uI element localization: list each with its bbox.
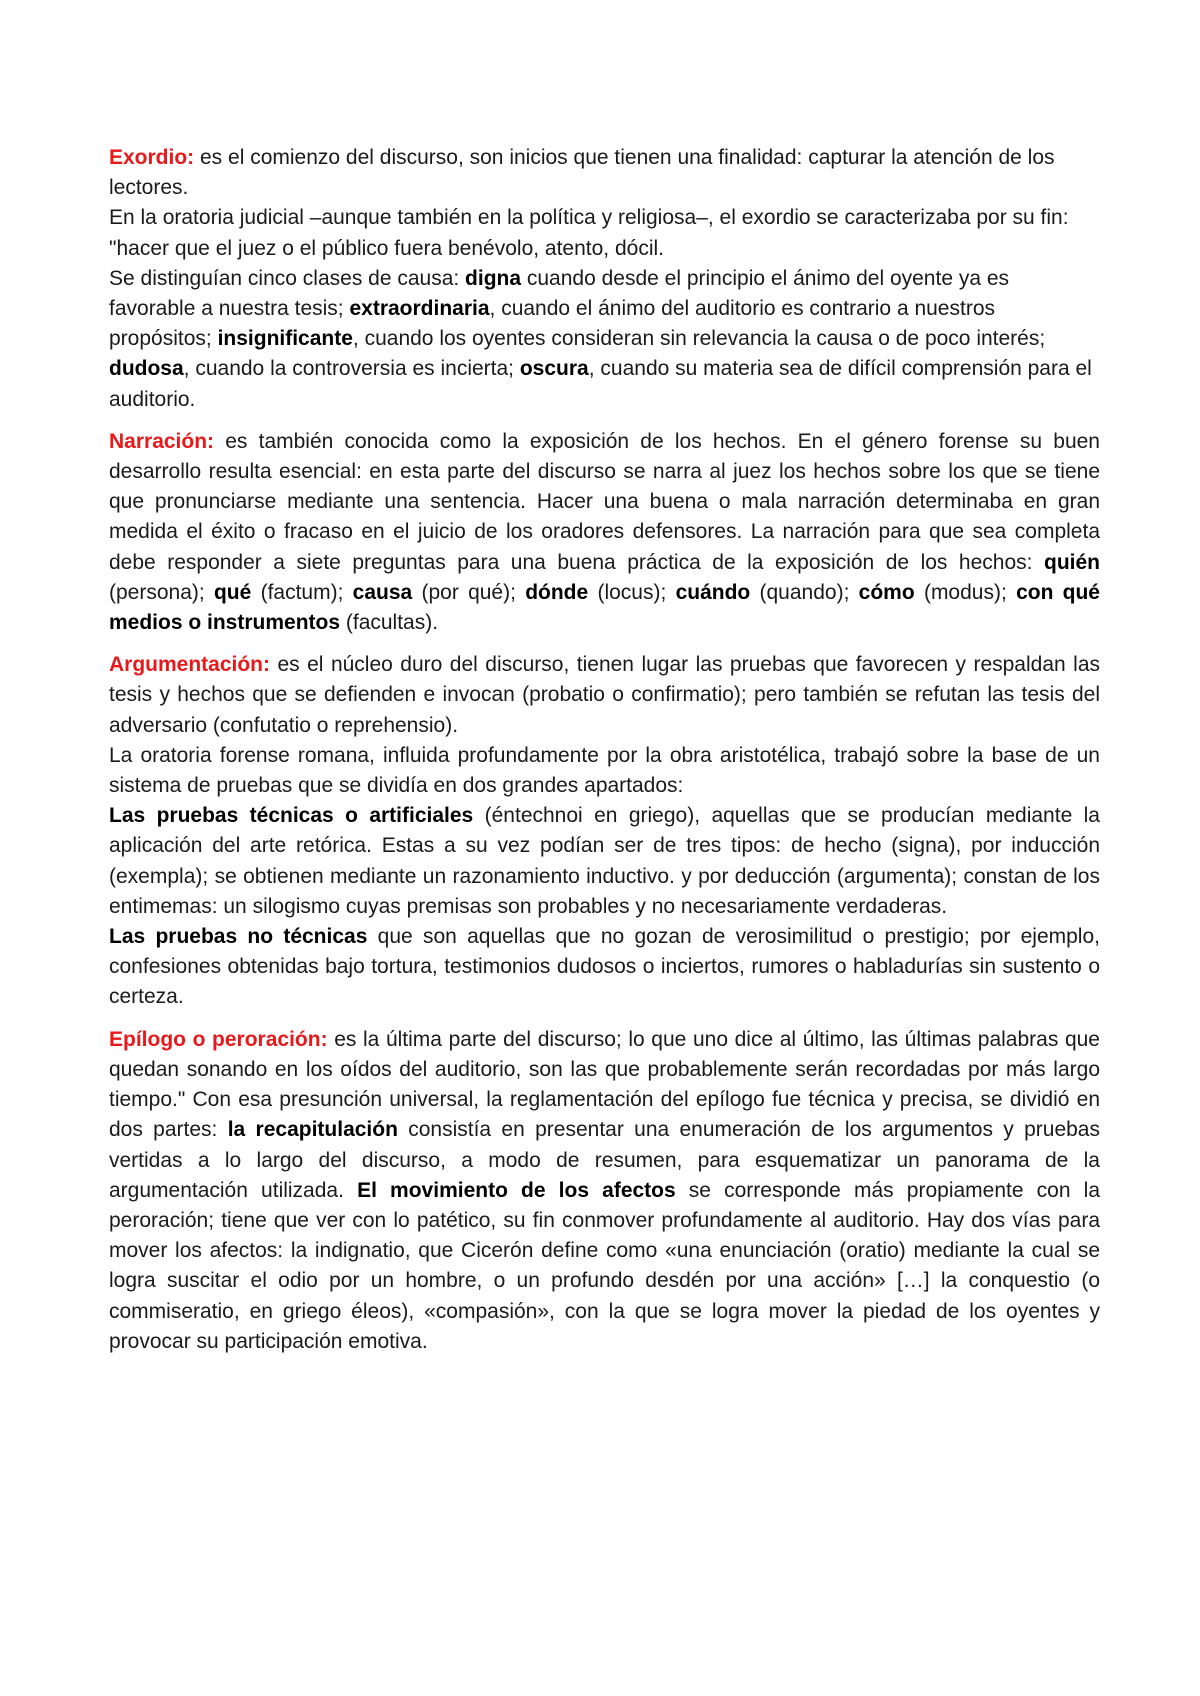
- narracion-term-quien: quién: [1044, 550, 1100, 574]
- argumentacion-text-4: que son aquellas que no gozan de verosimilitud o prestigio; por ejemplo, confesiones obtenidas bajo tortura, testimonios dudosos o inciertos, rumores o habladurías sin sustento o certeza.: [109, 925, 1100, 1009]
- epilogo-heading: Epílogo o peroración:: [109, 1027, 328, 1051]
- exordio-text-5: , cuando el ánimo del auditorio es contrario a nuestros propósitos;: [109, 297, 995, 351]
- narracion-text-6: (quando);: [750, 580, 859, 604]
- epilogo-text-2: consistía en presentar una enumeración de los argumentos y pruebas vertidas a lo largo del discurso, a modo de resumen, para esquematizar un panorama de la argumentación utilizada.: [109, 1118, 1100, 1202]
- exordio-text-4: cuando desde el principio el ánimo del oyente ya es favorable a nuestra tesis;: [109, 266, 1010, 321]
- narracion-text-1: es también conocida como la exposición de los hechos. En el género forense su buen desarrollo resulta esencial: en esta parte del discurso se narra al juez los hechos sobre los que se tiene que pronunciarse mediante una sentencia. Hacer una buena o mala narración determinaba en gran medida el éxito o fracaso en el juicio de los oradores defensores. La narración para que sea completa debe responder a siete preguntas para una buena práctica de la exposición de los hechos:: [109, 429, 1100, 574]
- exordio-text-2: En la oratoria judicial –aunque también en la política y religiosa–, el exordio se caracterizaba por su fin: "hacer que el juez o el público fuera benévolo, atento, dócil.: [109, 206, 1069, 260]
- narracion-term-como: cómo: [858, 580, 915, 604]
- exordio-term-dudosa: dudosa: [109, 357, 184, 381]
- exordio-text-1: es el comienzo del discurso, son inicios que tienen una finalidad: capturar la atención de los lectores.: [109, 146, 1055, 200]
- narracion-text-2: (persona);: [109, 580, 214, 604]
- argumentacion-heading: Argumentación:: [109, 653, 271, 677]
- epilogo-text-3: se corresponde más propiamente con la peroración; tiene que ver con lo patético, su fin conmover profundamente al auditorio. Hay dos vías para mover los afectos: la indignatio, que Cicerón define como «una enunciación (oratio) mediante la cual se logra suscitar el odio por un hombre, o un profundo desdén por una acción» […] la conquestio (o commiseratio, en griego éleos), «compasión», con la que se logra mover la piedad de los oyentes y provocar su participación emotiva.: [109, 1178, 1100, 1353]
- exordio-text-8: , cuando su materia sea de difícil comprensión para el auditorio.: [109, 357, 1092, 411]
- narracion-text-7: (modus);: [914, 580, 1017, 604]
- argumentacion-no-tecnicas-line: [109, 922, 1100, 1013]
- narracion-term-cuando: cuándo: [675, 580, 751, 604]
- argumentacion-term-tecnicas: Las pruebas técnicas o artificiales: [109, 804, 474, 828]
- argumentacion-term-no-tecnicas: Las pruebas no técnicas: [109, 925, 368, 949]
- narracion-paragraph: [109, 427, 1100, 638]
- narracion-heading: Narración:: [109, 429, 215, 453]
- argumentacion-text-2: La oratoria forense romana, influida profundamente por la obra aristotélica, trabajó sobre la base de un sistema de pruebas que se dividía en dos grandes apartados:: [109, 743, 1100, 798]
- narracion-text-5: (locus);: [588, 580, 676, 604]
- exordio-text-6: , cuando los oyentes consideran sin relevancia la causa o de poco interés;: [352, 327, 1046, 351]
- narracion-text-8: (facultas).: [340, 611, 439, 635]
- exordio-term-extraordinaria: extraordinaria: [349, 297, 490, 321]
- narracion-text-3: (factum);: [251, 580, 353, 604]
- epilogo-text-1: es la última parte del discurso; lo que uno dice al último, las últimas palabras que quedan sonando en los oídos del auditorio, son las que probablemente serán recordadas por más largo tiempo." Con esa presunción universal, la reglamentación del epílogo fue técnica y precisa, se dividió en dos partes:: [109, 1027, 1100, 1142]
- exordio-paragraph: [109, 143, 1100, 415]
- narracion-term-donde: dónde: [525, 580, 589, 604]
- narracion-term-causa: causa: [352, 580, 413, 604]
- exordio-term-digna: digna: [465, 266, 522, 290]
- argumentacion-text-3: (éntechnoi en griego), aquellas que se producían mediante la aplicación del arte retórica. Estas a su vez podían ser de tres tipos: de hecho (signa), por inducción (exempla); se obtienen mediante un razonamiento inductivo. y por deducción (argumenta); constan de los entimemas: un silogismo cuyas premisas son probables y no necesariamente verdaderas.: [109, 804, 1100, 918]
- epilogo-paragraph: [109, 1025, 1100, 1357]
- narracion-term-que: qué: [213, 580, 252, 604]
- exordio-term-insignificante: insignificante: [217, 327, 353, 351]
- narracion-term-medios: con qué medios o instrumentos: [109, 580, 1100, 635]
- epilogo-term-recapitulacion: la recapitulación: [227, 1118, 398, 1142]
- exordio-heading: Exordio:: [109, 146, 195, 169]
- exordio-term-oscura: oscura: [519, 357, 589, 381]
- epilogo-term-movimiento: El movimiento de los afectos: [357, 1178, 676, 1202]
- argumentacion-paragraph: [109, 650, 1100, 1012]
- narracion-text-4: (por qué);: [412, 580, 526, 604]
- exordio-text-7: , cuando la controversia es incierta;: [183, 357, 520, 381]
- exordio-text-3: Se distinguían cinco clases de causa:: [109, 266, 466, 290]
- argumentacion-text-1: es el núcleo duro del discurso, tienen lugar las pruebas que favorecen y respaldan las tesis y hechos que se defienden e invocan (probatio o confirmatio); pero también se refutan las tesis del adversario (confutatio o reprehensio).: [109, 653, 1100, 737]
